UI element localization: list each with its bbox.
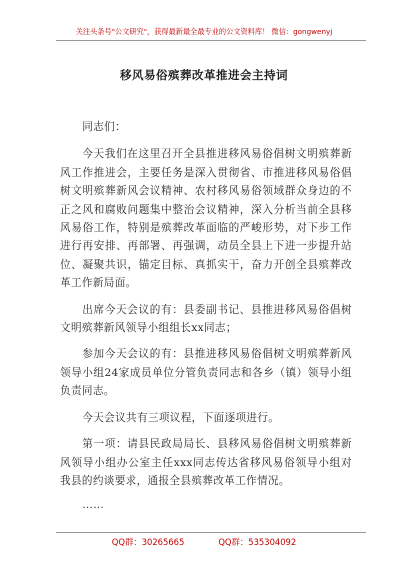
paragraph-attendees: 出席今天会议的有：县委副书记、县推进移风易俗倡树文明殡葬新风领导小组组长xx同志； (60, 303, 352, 335)
paragraph-item-one: 第一项：请县民政局局长、县移风易俗倡树文明殡葬新风领导小组办公室主任xxx同志传达省移风易俗领导小组对我县的约谈要求，通报全县殡葬改革工作情况。 (60, 438, 352, 487)
paragraph-agenda: 今天会议共有三项议程，下面逐项进行。 (82, 411, 280, 424)
greeting: 同志们： (82, 121, 127, 133)
footer (0, 536, 408, 548)
header-divider (56, 40, 366, 41)
header-banner: 关注头条号"公文研究"，获得最新最全最专业的公文资料库！ 微信：gongwenyj (75, 27, 333, 36)
ellipsis: …… (82, 499, 105, 512)
document-title: 移风易俗殡葬改革推进会主持词 (120, 68, 288, 82)
paragraph-intro: 今天我们在这里召开全县推进移风易俗倡树文明殡葬新风工作推进会，主要任务是深入贯彻省、市推进移风易俗倡树文明殡葬新风会议精神、农村移风易俗领域群众身边的不正之风和腐败问题集中整治会议精神，深入分析当前全县移风易俗工作，特别是殡葬改革面临的严峻形势，对下步工作进行再安排、再部署、再强调，动员全县上下进一步提升站位、凝聚共识，锚定目标、真抓实干，奋力开创全县殡葬改革工作新局面。 (60, 148, 352, 290)
paragraph-participants: 参加今天会议的有：县推进移风易俗倡树文明殡葬新风领导小组24家成员单位分管负责同志和各乡（镇）领导小组负责同志。 (60, 348, 352, 398)
footer-divider (56, 532, 366, 533)
footer-qq-group-2: QQ群：535304092 (218, 537, 297, 547)
footer-qq-group-1: QQ群：30265665 (111, 537, 185, 547)
document-body (60, 118, 352, 523)
